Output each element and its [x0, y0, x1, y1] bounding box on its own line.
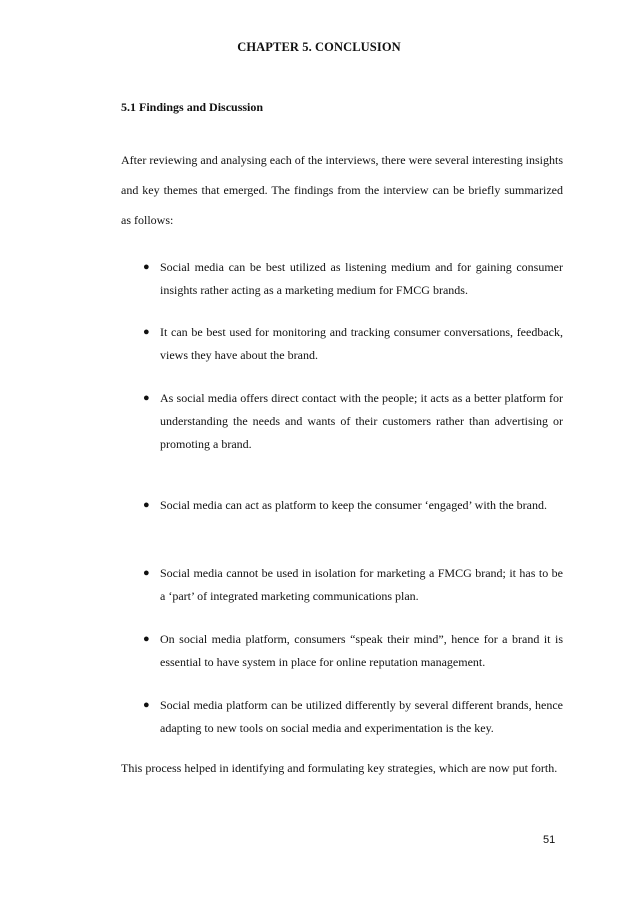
list-item-text: It can be best used for monitoring and tracking consumer conversations, feedback, views they have about the brand. — [160, 325, 563, 362]
list-item — [121, 694, 563, 740]
list-item-text: Social media can act as platform to keep the consumer ‘engaged’ with the brand. — [160, 498, 547, 512]
list-item-text: Social media cannot be used in isolation for marketing a FMCG brand; it has to be a ‘part’ of integrated marketing communications plan. — [160, 566, 563, 603]
closing-paragraph: This process helped in identifying and formulating key strategies, which are now put forth. — [121, 761, 558, 775]
bullet-icon: ● — [143, 567, 150, 579]
page-number: 51 — [543, 834, 556, 846]
chapter-title: CHAPTER 5. CONCLUSION — [237, 40, 401, 54]
list-item — [121, 628, 563, 674]
list-item — [121, 494, 563, 517]
bullet-icon: ● — [143, 326, 150, 338]
list-item — [121, 562, 563, 608]
list-item-text: As social media offers direct contact with the people; it acts as a better platform for understanding the needs and wants of their customers rather than advertising or promoting a brand. — [160, 391, 563, 451]
bullet-icon: ● — [143, 392, 150, 404]
list-item — [121, 321, 563, 367]
list-item-text: On social media platform, consumers “speak their mind”, hence for a brand it is essential to have system in place for online reputation management. — [160, 632, 563, 669]
list-item-text: Social media can be best utilized as listening medium and for gaining consumer insights rather acting as a marketing medium for FMCG brands. — [160, 260, 563, 297]
intro-paragraph: After reviewing and analysing each of the interviews, there were several interesting insights and key themes that emerged. The findings from the interview can be briefly summarized as follows: — [121, 153, 563, 227]
list-item-text: Social media platform can be utilized differently by several different brands, hence adapting to new tools on social media and experimentation is the key. — [160, 698, 563, 735]
list-item — [121, 256, 563, 302]
list-item — [121, 387, 563, 456]
bullet-icon: ● — [143, 499, 150, 511]
bullet-icon: ● — [143, 633, 150, 645]
section-heading: 5.1 Findings and Discussion — [121, 100, 264, 114]
bullet-icon: ● — [143, 699, 150, 711]
bullet-icon: ● — [143, 261, 150, 273]
